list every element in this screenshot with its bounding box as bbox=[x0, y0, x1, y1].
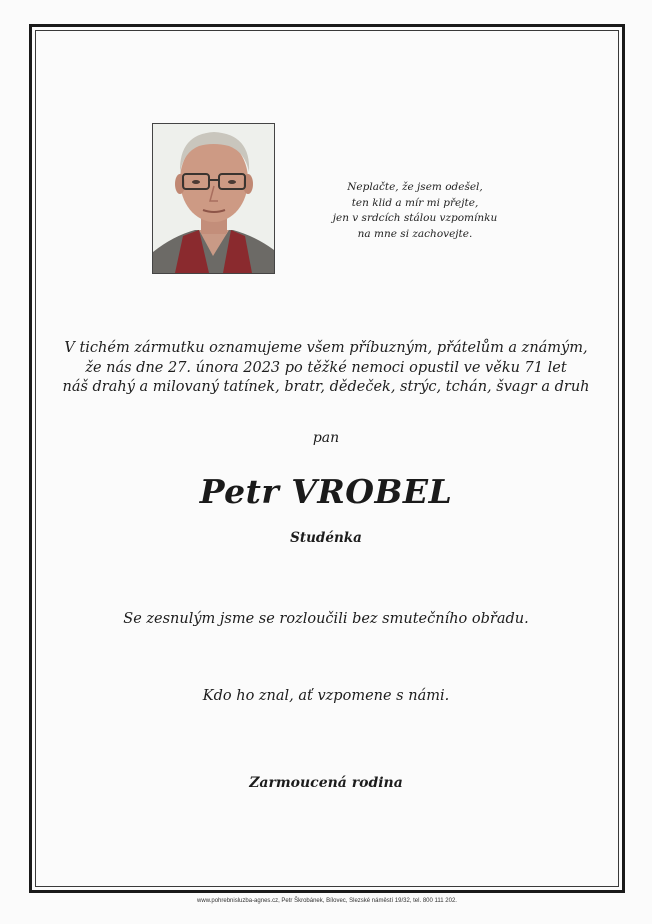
poem-line: na mne si zachovejte. bbox=[357, 227, 473, 240]
memorial-poem bbox=[300, 180, 530, 242]
funeral-service-footer: www.pohrebnisluzba-agnes.cz, Petr Škrobánek, Bílovec, Slezské náměstí 19/32, tel. 800 111 202. bbox=[197, 898, 457, 904]
announcement-line: náš drahý a milovaný tatínek, bratr, dědeček, strýc, tchán, švagr a druh bbox=[62, 379, 590, 395]
salutation: pan bbox=[312, 430, 340, 446]
poem-line: jen v srdcích stálou vzpomínku bbox=[332, 212, 498, 224]
poem-line: ten klid a mír mi přejte, bbox=[351, 196, 479, 209]
death-announcement bbox=[40, 339, 612, 398]
deceased-hometown: Studénka bbox=[290, 530, 362, 546]
portrait-illustration bbox=[153, 124, 274, 273]
farewell-note: Se zesnulým jsme se rozloučili bez smutečního obřadu. bbox=[123, 611, 529, 627]
remembrance-note: Kdo ho znal, ať vzpomene s námi. bbox=[202, 688, 450, 704]
poem-line: Neplačte, že jsem odešel, bbox=[347, 181, 483, 193]
signature: Zarmoucená rodina bbox=[249, 775, 403, 791]
deceased-name: Petr VROBEL bbox=[199, 472, 453, 511]
announcement-line: že nás dne 27. února 2023 po těžké nemoci opustil ve věku 71 let bbox=[85, 359, 567, 376]
deceased-portrait-photo bbox=[152, 123, 275, 274]
announcement-line: V tichém zármutku oznamujeme všem příbuzným, přátelům a známým, bbox=[64, 340, 588, 356]
inner-frame bbox=[35, 30, 619, 887]
